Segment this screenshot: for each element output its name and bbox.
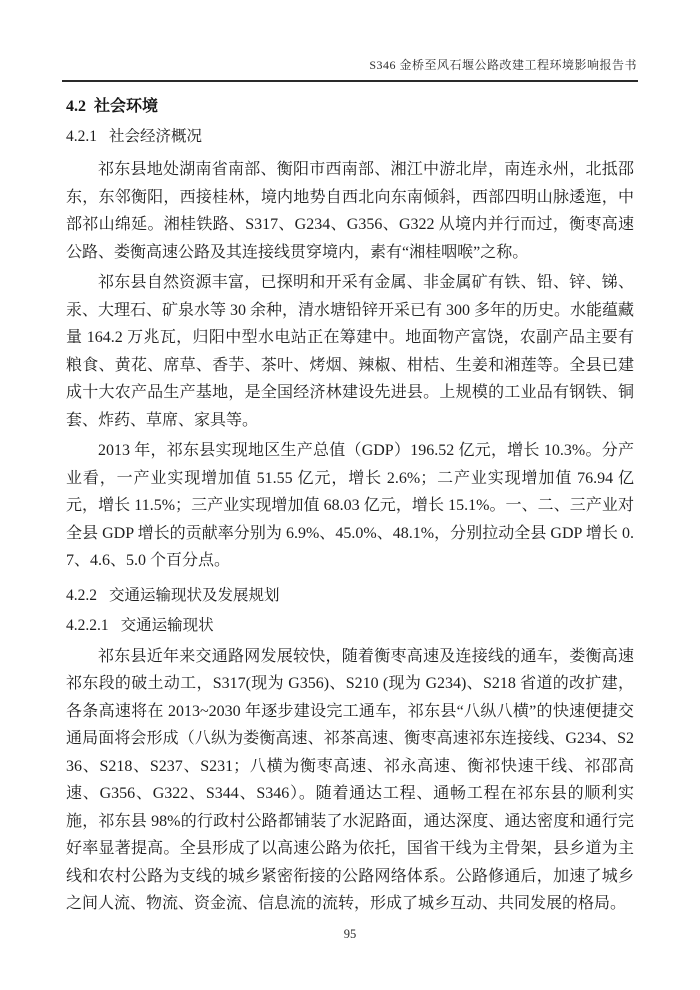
section-number: 4.2.2.1	[66, 616, 109, 634]
section-number: 4.2.1	[66, 128, 97, 145]
header-rule	[62, 80, 638, 82]
header-title: S346 金桥至风石堰公路改建工程环境影响报告书	[369, 58, 637, 72]
section-title: 交通运输现状	[120, 616, 214, 634]
section-heading-4-2	[66, 96, 634, 118]
page-header	[63, 57, 637, 73]
section-heading-4-2-2	[66, 585, 634, 607]
paragraph-transport-status: 祁东县近年来交通路网发展较快，随着衡枣高速及连接线的通车，娄衡高速祁东段的破土动工，S317(现为 G356)、S210 (现为 G234)、S218 省道的改扩建，各条高速将在 2013~2030 年逐步建设完工通车，祁东县“八纵八横”的快速便捷交通局面将会形成（八纵为娄衡高速、祁茶高速、衡枣高速祁东连接线、G234、S236、S218、S237、S231；八横为衡枣高速、祁永高速、衡祁快速干线、祁邵高速、G356、G322、S344、S346）。随着通达工程、通畅工程在祁东县的顺利实施，祁东县 98%的行政村公路都铺装了水泥路面，通达深度、通达密度和通行完好率显著提高。全县形成了以高速公路为依托，国省干线为主骨架，县乡道为主线和农村公路为支线的城乡紧密衔接的公路网络体系。公路修通后，加速了城乡之间人流、物流、资金流、信息流的流转，形成了城乡互动、共同发展的格局。	[66, 647, 634, 912]
section-number: 4.2	[66, 98, 86, 115]
paragraph-county-overview: 祁东县地处湖南省南部、衡阳市西南部、湘江中游北岸，南连永州，北抵邵东，东邻衡阳，西接桂林，境内地势自西北向东南倾斜，西部四明山脉逶迤，中部祁山绵延。湘桂铁路、S317、G234、G356、G322 从境内并行而过，衡枣高速公路、娄衡高速公路及其连接线贯穿境内，素有“湘桂咽喉”之称。	[66, 161, 634, 261]
section-title: 社会环境	[94, 98, 159, 115]
paragraph-gdp-2013: 2013 年，祁东县实现地区生产总值（GDP）196.52 亿元，增长 10.3%。分产业看，一产业实现增加值 51.55 亿元，增长 2.6%；二产业实现增加值 76.94 亿元，增长 11.5%；三产业实现增加值 68.03 亿元，增长 15.1%。一、二、三产业对全县 GDP 增长的贡献率分别为 6.9%、45.0%、48.1%，分别拉动全县 GDP 增长 0.7、4.6、5.0 个百分点。	[66, 442, 634, 569]
section-title: 交通运输现状及发展规划	[109, 586, 280, 604]
paragraph-natural-resources: 祁东县自然资源丰富，已探明和开采有金属、非金属矿有铁、铅、锌、锑、汞、大理石、矿泉水等 30 余种，清水塘铅锌开采已有 300 多年的历史。水能蕴藏量 164.2 万兆瓦，归阳中型水电站正在筹建中。地面物产富饶，农副产品主要有粮食、黄花、席草、香芋、茶叶、烤烟、辣椒、柑桔、生姜和湘莲等。全县已建成十大农产品生产基地，是全国经济林建设先进县。上规模的工业品有钢铁、铜套、炸药、草席、家具等。	[66, 274, 635, 429]
section-heading-4-2-2-1	[66, 615, 634, 637]
section-number: 4.2.2	[66, 586, 97, 604]
section-heading-4-2-1	[66, 126, 634, 148]
section-title: 社会经济概况	[109, 128, 203, 145]
page-number: 95	[343, 927, 357, 941]
document-content	[66, 90, 634, 921]
page-footer	[0, 927, 700, 942]
